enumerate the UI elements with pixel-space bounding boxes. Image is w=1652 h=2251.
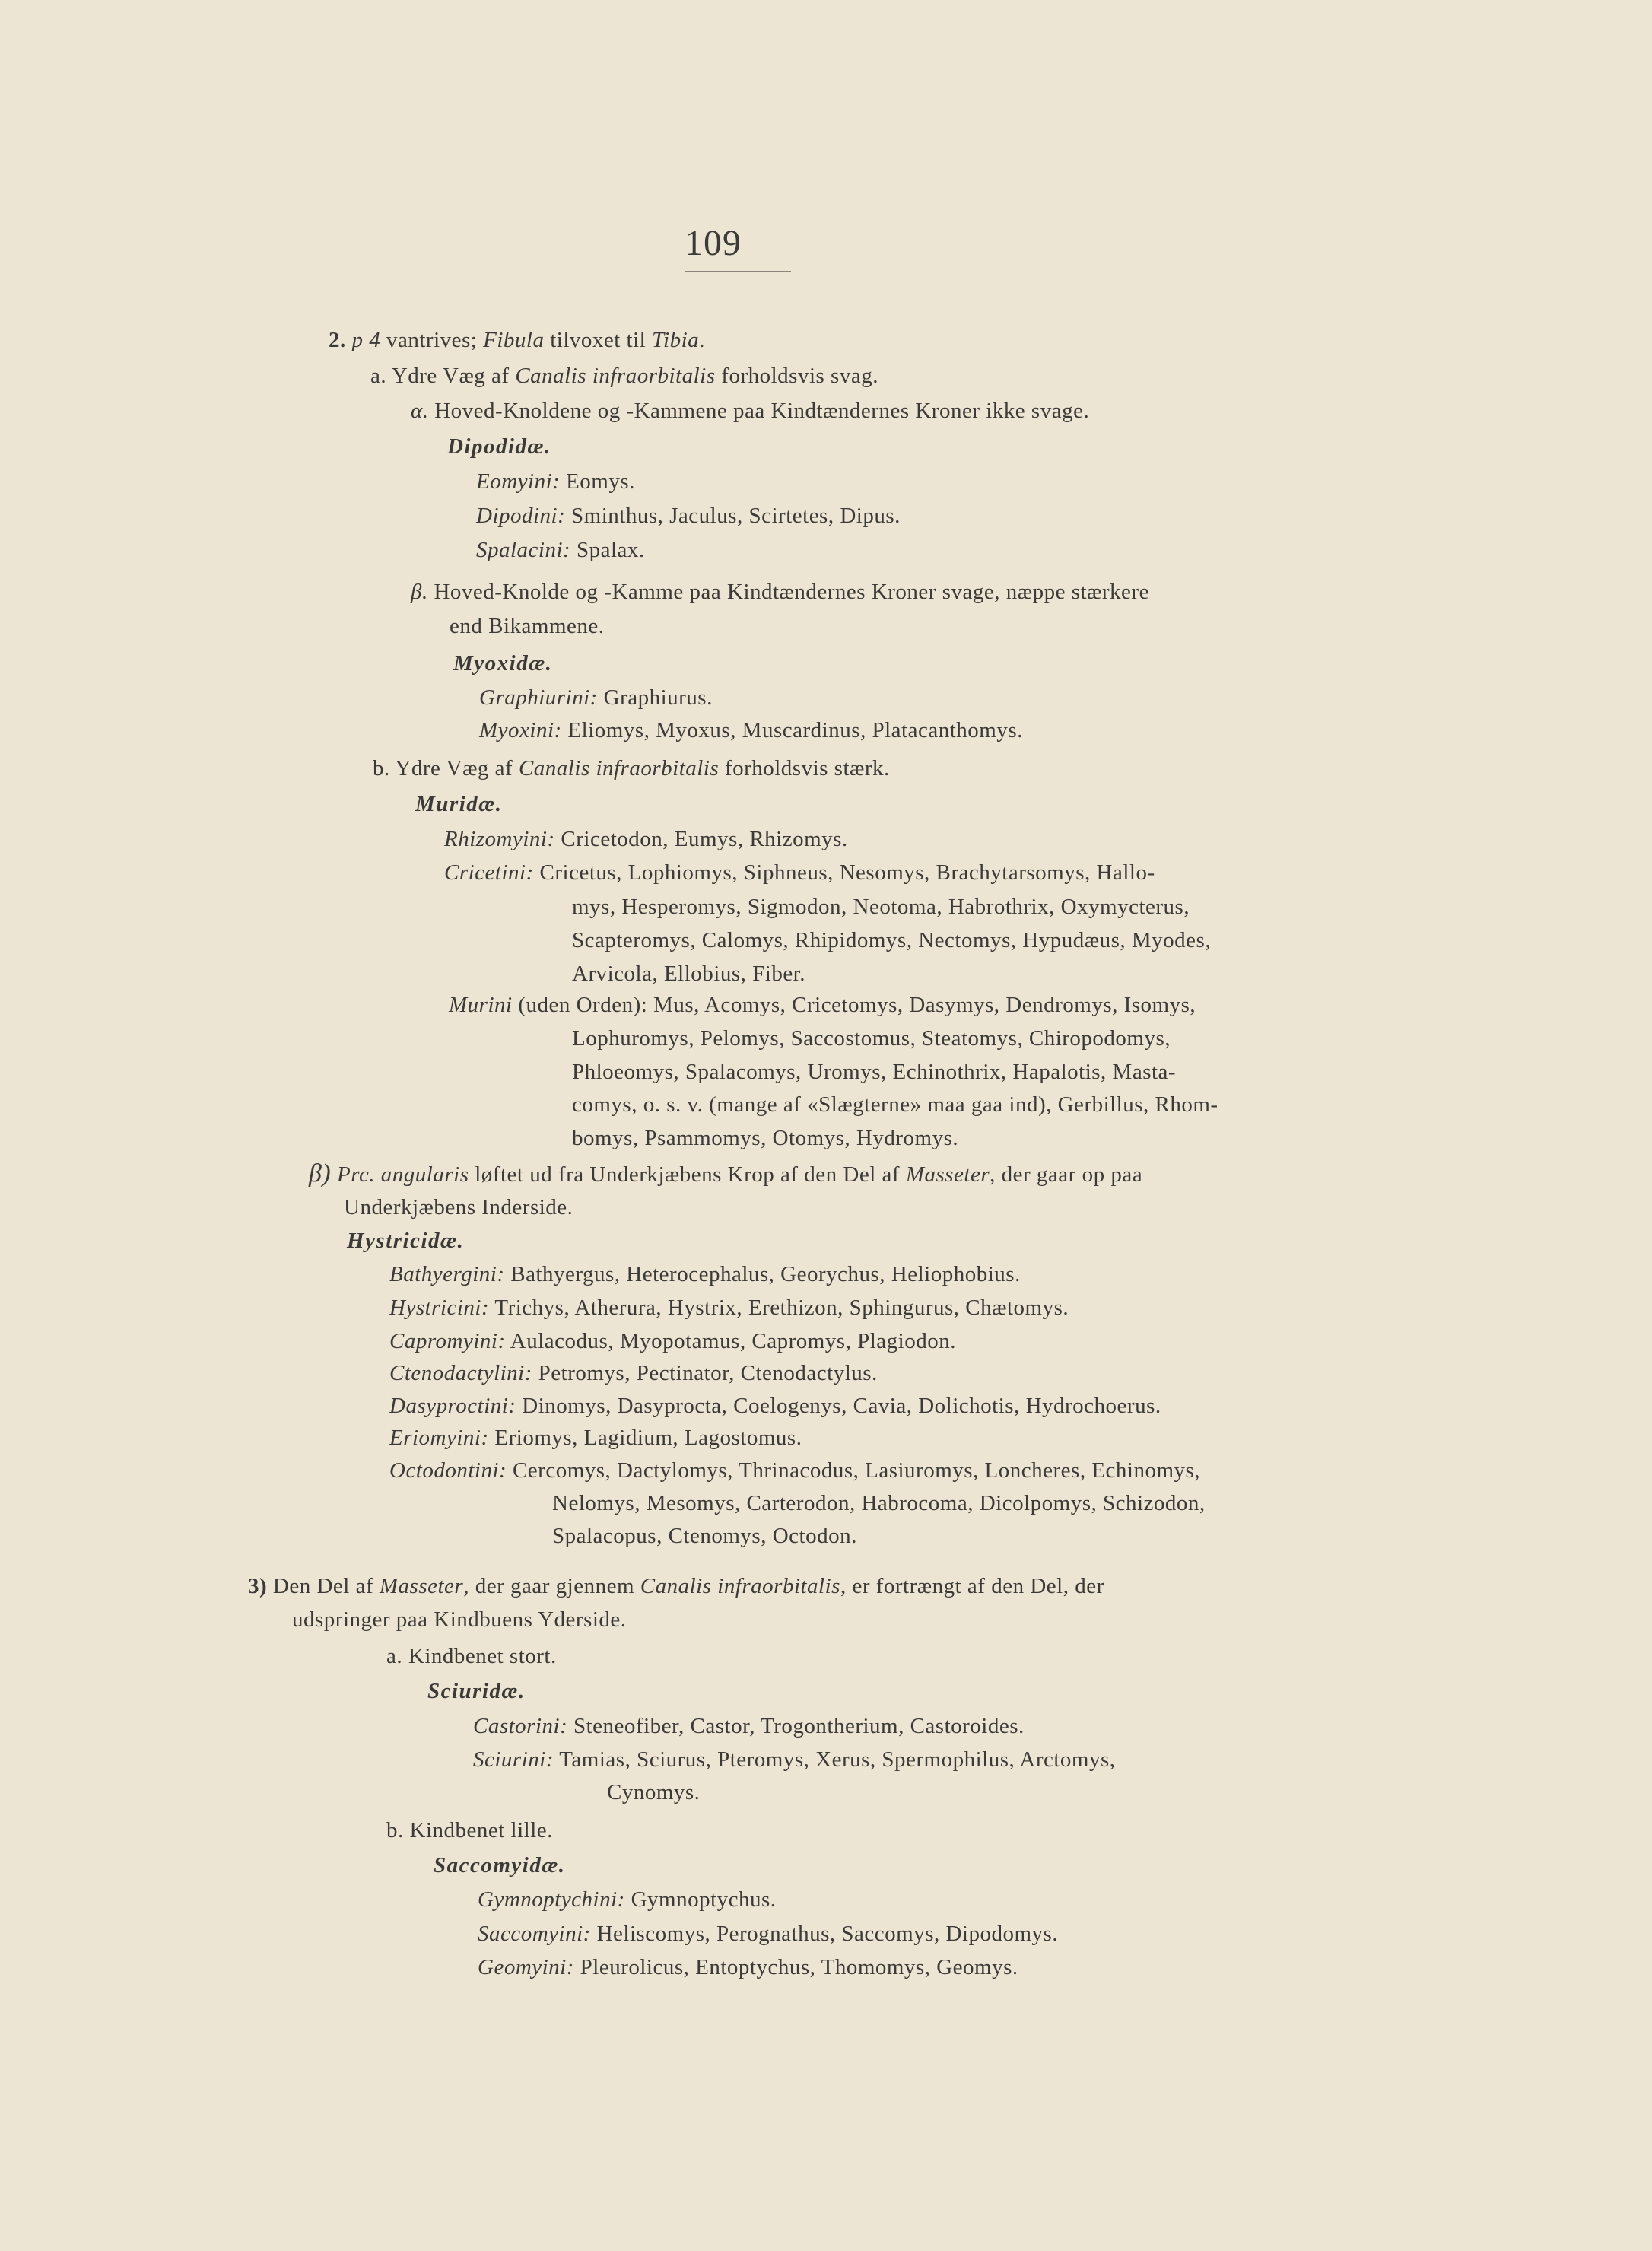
term: p 4 bbox=[351, 328, 381, 352]
tribe-line bbox=[389, 1292, 1069, 1323]
family-heading: Myoxidæ. bbox=[453, 651, 553, 676]
term: Masseter bbox=[379, 1574, 464, 1598]
genera-list: Trichys, Atherura, Hystrix, Erethizon, Sphingurus, Chætomys. bbox=[494, 1296, 1069, 1320]
genera-list: Bathyergus, Heterocephalus, Georychus, Heliophobius. bbox=[510, 1262, 1021, 1286]
section-marker: 3) bbox=[248, 1574, 268, 1598]
tribe-label: Gymnoptychini: bbox=[478, 1887, 625, 1912]
term: Canalis infraorbitalis bbox=[518, 756, 720, 781]
tribe-label: Eriomyini: bbox=[389, 1426, 489, 1450]
genera-list: Dinomys, Dasyprocta, Coelogenys, Cavia, Dolichotis, Hydrochoerus. bbox=[522, 1394, 1161, 1418]
text: , der gaar op paa bbox=[990, 1162, 1143, 1187]
text: Ydre Væg af bbox=[395, 756, 519, 781]
subsection-beta-paren-line bbox=[309, 1159, 1142, 1190]
text: løftet ud fra Underkjæbens Krop af den Del af bbox=[469, 1162, 906, 1187]
genera-continuation: Arvicola, Ellobius, Fiber. bbox=[572, 962, 805, 986]
tribe-line bbox=[476, 466, 635, 497]
section-marker: β. bbox=[411, 580, 428, 604]
genera-list: Aulacodus, Myopotamus, Capromys, Plagiodon. bbox=[510, 1329, 956, 1353]
genera-continuation: Scapteromys, Calomys, Rhipidomys, Nectomys, Hypudæus, Myodes, bbox=[572, 928, 1212, 952]
text: Hoved-Knoldene og -Kammene paa Kindtændernes Kroner ikke svage. bbox=[434, 399, 1090, 423]
text-line: udspringer paa Kindbuens Yderside. bbox=[292, 1607, 627, 1632]
subsection-a-line bbox=[370, 361, 878, 391]
text: Den Del af bbox=[272, 1574, 380, 1598]
tribe-line bbox=[389, 1358, 878, 1388]
text: Kindbenet lille. bbox=[409, 1818, 553, 1842]
section-marker: a. bbox=[370, 364, 387, 388]
section-marker: a. bbox=[386, 1644, 403, 1668]
section-marker: α. bbox=[411, 399, 429, 423]
tribe-label: Murini bbox=[449, 993, 513, 1017]
subsection-a2-line bbox=[386, 1641, 557, 1671]
genera-list: (uden Orden): Mus, Acomys, Cricetomys, Dasymys, Dendromys, Isomys, bbox=[518, 993, 1196, 1017]
section-marker: β) bbox=[309, 1159, 332, 1187]
tribe-line bbox=[389, 1391, 1161, 1421]
tribe-line bbox=[479, 682, 713, 713]
term: Masseter bbox=[905, 1162, 990, 1187]
term: Fibula bbox=[483, 328, 545, 352]
tribe-label: Sciurini: bbox=[473, 1747, 554, 1772]
page-number-rule bbox=[685, 271, 791, 272]
family-heading: Sciuridæ. bbox=[427, 1679, 526, 1703]
term: Canalis infraorbitalis bbox=[515, 364, 716, 388]
subsection-b2-line bbox=[386, 1815, 553, 1846]
tribe-line bbox=[478, 1919, 1058, 1949]
section-marker: 2. bbox=[329, 328, 346, 352]
text: Kindbenet stort. bbox=[408, 1644, 557, 1668]
genera-continuation: Nelomys, Mesomys, Carterodon, Habrocoma, Dicolpomys, Schizodon, bbox=[552, 1491, 1206, 1515]
section-marker: b. bbox=[373, 756, 390, 781]
tribe-label: Cricetini: bbox=[444, 860, 534, 885]
term: Canalis infraorbitalis bbox=[640, 1574, 840, 1598]
tribe-label: Castorini: bbox=[473, 1714, 568, 1738]
family-heading: Hystricidæ. bbox=[347, 1229, 465, 1253]
text-line: Underkjæbens Inderside. bbox=[344, 1195, 573, 1219]
tribe-line bbox=[389, 1423, 802, 1453]
text: Hoved-Knolde og -Kamme paa Kindtændernes Kroner svage, næppe stærkere bbox=[434, 580, 1149, 604]
genera-list: Spalax. bbox=[576, 538, 645, 562]
section-2-line bbox=[329, 325, 705, 355]
subsection-alpha-line bbox=[411, 396, 1089, 426]
text-line: end Bikammene. bbox=[450, 614, 605, 638]
section-3-line bbox=[248, 1571, 1104, 1601]
genera-list: Petromys, Pectinator, Ctenodactylus. bbox=[538, 1361, 878, 1385]
genera-list: Steneofiber, Castor, Trogontherium, Castoroides. bbox=[573, 1714, 1025, 1738]
genera-list: Eliomys, Myoxus, Muscardinus, Platacanthomys. bbox=[567, 718, 1023, 742]
subsection-b-line bbox=[373, 753, 890, 784]
tribe-label: Eomyini: bbox=[476, 469, 561, 494]
tribe-label: Ctenodactylini: bbox=[389, 1361, 532, 1385]
family-heading: Dipodidæ. bbox=[447, 434, 551, 459]
genera-list: Eomys. bbox=[566, 469, 635, 494]
tribe-label: Myoxini: bbox=[479, 718, 562, 742]
text: vantrives; bbox=[380, 328, 484, 352]
family-heading: Muridæ. bbox=[415, 792, 503, 816]
text: Ydre Væg af bbox=[391, 364, 516, 388]
tribe-line bbox=[389, 1259, 1021, 1289]
term: Tibia bbox=[651, 328, 700, 352]
tribe-label: Spalacini: bbox=[476, 538, 571, 562]
tribe-label: Capromyini: bbox=[389, 1329, 506, 1353]
tribe-line bbox=[389, 1455, 1200, 1486]
text: tilvoxet til bbox=[544, 328, 652, 352]
genera-continuation: bomys, Psammomys, Otomys, Hydromys. bbox=[572, 1126, 959, 1150]
genera-list: Sminthus, Jaculus, Scirtetes, Dipus. bbox=[571, 504, 901, 528]
tribe-label: Bathyergini: bbox=[389, 1262, 505, 1286]
tribe-label: Saccomyini: bbox=[478, 1922, 591, 1946]
genera-list: Cricetus, Lophiomys, Siphneus, Nesomys, Brachytarsomys, Hallo- bbox=[539, 860, 1155, 885]
tribe-label: Rhizomyini: bbox=[444, 827, 555, 851]
tribe-line bbox=[449, 990, 1196, 1020]
genera-list: Tamias, Sciurus, Pteromys, Xerus, Spermophilus, Arctomys, bbox=[559, 1747, 1116, 1772]
genera-continuation: Cynomys. bbox=[607, 1780, 701, 1804]
tribe-label: Octodontini: bbox=[389, 1458, 507, 1483]
text: . bbox=[699, 328, 705, 352]
tribe-line bbox=[473, 1744, 1116, 1775]
tribe-line bbox=[478, 1952, 1018, 1982]
tribe-line bbox=[479, 715, 1023, 746]
genera-continuation: comys, o. s. v. (mange af «Slægterne» maa gaa ind), Gerbillus, Rhom- bbox=[572, 1092, 1218, 1117]
tribe-label: Dasyproctini: bbox=[389, 1394, 516, 1418]
text: , er fortrængt af den Del, der bbox=[840, 1574, 1104, 1598]
tribe-line bbox=[476, 535, 645, 565]
tribe-line bbox=[444, 824, 848, 854]
subsection-beta-line bbox=[411, 577, 1149, 607]
genera-continuation: Spalacopus, Ctenomys, Octodon. bbox=[552, 1524, 857, 1548]
text: forholdsvis svag. bbox=[715, 364, 878, 388]
tribe-line bbox=[476, 501, 901, 531]
tribe-label: Hystricini: bbox=[389, 1296, 490, 1320]
genera-continuation: mys, Hesperomys, Sigmodon, Neotoma, Habrothrix, Oxymycterus, bbox=[572, 895, 1190, 919]
genera-list: Pleurolicus, Entoptychus, Thomomys, Geomys. bbox=[580, 1955, 1018, 1979]
tribe-label: Geomyini: bbox=[478, 1955, 574, 1979]
genera-list: Heliscomys, Perognathus, Saccomys, Dipodomys. bbox=[596, 1922, 1059, 1946]
genera-list: Eriomys, Lagidium, Lagostomus. bbox=[494, 1426, 802, 1450]
tribe-line bbox=[444, 857, 1155, 888]
section-marker: b. bbox=[386, 1818, 404, 1842]
tribe-label: Dipodini: bbox=[476, 504, 566, 528]
term: Prc. angularis bbox=[337, 1162, 469, 1187]
tribe-line bbox=[389, 1326, 956, 1356]
family-heading: Saccomyidæ. bbox=[434, 1853, 566, 1877]
tribe-label: Graphiurini: bbox=[479, 685, 598, 710]
genera-continuation: Lophuromys, Pelomys, Saccostomus, Steatomys, Chiropodomys, bbox=[572, 1026, 1171, 1051]
genera-list: Cricetodon, Eumys, Rhizomys. bbox=[561, 827, 848, 851]
page-number: 109 bbox=[685, 223, 742, 263]
genera-list: Gymnoptychus. bbox=[631, 1887, 777, 1912]
genera-continuation: Phloeomys, Spalacomys, Uromys, Echinothrix, Hapalotis, Masta- bbox=[572, 1060, 1177, 1084]
tribe-line bbox=[478, 1884, 777, 1915]
tribe-line bbox=[473, 1711, 1025, 1741]
genera-list: Cercomys, Dactylomys, Thrinacodus, Lasiuromys, Loncheres, Echinomys, bbox=[512, 1458, 1201, 1483]
genera-list: Graphiurus. bbox=[603, 685, 713, 710]
text: , der gaar gjennem bbox=[463, 1574, 640, 1598]
text: forholdsvis stærk. bbox=[719, 756, 890, 781]
